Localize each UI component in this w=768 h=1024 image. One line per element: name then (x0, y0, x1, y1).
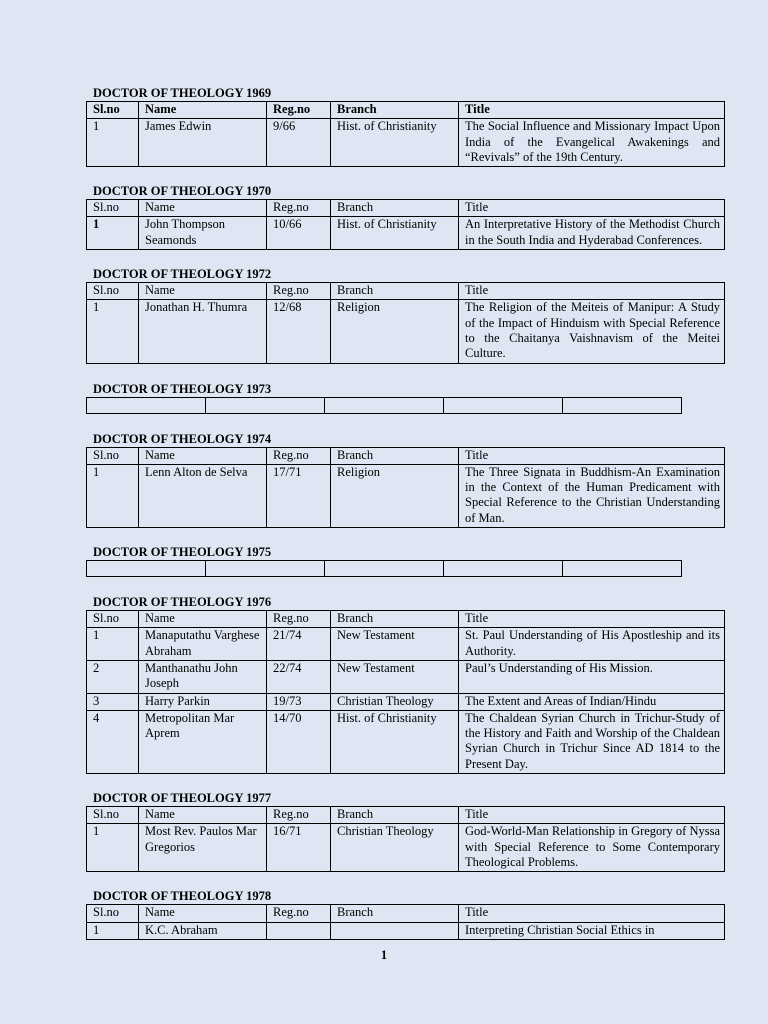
cell-branch: New Testament (331, 660, 459, 693)
section-1975 (86, 545, 726, 577)
cell-regno: 12/68 (267, 300, 331, 363)
cell-regno: 17/71 (267, 464, 331, 527)
header-name: Name (139, 807, 267, 824)
cell-branch: Hist. of Christianity (331, 119, 459, 167)
header-regno: Reg.no (267, 102, 331, 119)
cell-regno: 16/71 (267, 824, 331, 872)
cell-slno: 3 (87, 693, 139, 710)
document-page (86, 86, 726, 940)
cell-branch (331, 922, 459, 939)
cell-slno: 1 (87, 824, 139, 872)
thesis-table (86, 282, 725, 363)
cell-slno: 1 (87, 300, 139, 363)
section-heading: DOCTOR OF THEOLOGY 1972 (93, 267, 272, 282)
cell-title: St. Paul Understanding of His Apostleship and its Authority. (459, 628, 725, 661)
empty-table (86, 560, 682, 577)
header-slno: Sl.no (87, 905, 139, 922)
cell-branch: New Testament (331, 628, 459, 661)
cell-regno: 10/66 (267, 217, 331, 250)
cell-slno: 1 (87, 464, 139, 527)
cell-title: The Religion of the Meiteis of Manipur: A Study of the Impact of Hinduism with Special Reference to the Chaitanya Vaishnavism of the Meitei Culture. (459, 300, 725, 363)
header-name: Name (139, 447, 267, 464)
table-row (87, 628, 725, 661)
table-header-row (87, 611, 725, 628)
section-heading: DOCTOR OF THEOLOGY 1974 (93, 431, 272, 446)
table-row (87, 119, 725, 167)
table-row (87, 464, 725, 527)
header-name: Name (139, 102, 267, 119)
cell-slno: 1 (87, 922, 139, 939)
header-branch: Branch (331, 102, 459, 119)
section-heading: DOCTOR OF THEOLOGY 1975 (93, 545, 272, 560)
header-regno: Reg.no (267, 447, 331, 464)
header-branch: Branch (331, 200, 459, 217)
thesis-table (86, 610, 725, 774)
cell-title: Interpreting Christian Social Ethics in (459, 922, 725, 939)
table-header-row (87, 905, 725, 922)
header-slno: Sl.no (87, 200, 139, 217)
header-title: Title (459, 102, 725, 119)
table-header-row (87, 807, 725, 824)
cell-slno: 4 (87, 710, 139, 773)
cell-title: An Interpretative History of the Methodist Church in the South India and Hyderabad Conferences. (459, 217, 725, 250)
cell-name: John Thompson Seamonds (139, 217, 267, 250)
header-name: Name (139, 905, 267, 922)
header-name: Name (139, 611, 267, 628)
section-heading: DOCTOR OF THEOLOGY 1977 (93, 791, 272, 806)
section-1976 (86, 595, 726, 774)
cell-regno: 22/74 (267, 660, 331, 693)
cell-slno: 1 (87, 119, 139, 167)
header-regno: Reg.no (267, 905, 331, 922)
empty-cell (444, 561, 563, 577)
thesis-table (86, 199, 725, 250)
cell-name: Most Rev. Paulos Mar Gregorios (139, 824, 267, 872)
cell-name: K.C. Abraham (139, 922, 267, 939)
empty-cell (206, 561, 325, 577)
empty-cell (563, 561, 682, 577)
empty-row (87, 561, 682, 577)
cell-regno (267, 922, 331, 939)
section-1978 (86, 889, 726, 940)
header-slno: Sl.no (87, 102, 139, 119)
cell-name: Harry Parkin (139, 693, 267, 710)
table-row (87, 710, 725, 773)
thesis-table (86, 447, 725, 528)
cell-title: The Chaldean Syrian Church in Trichur-Study of the History and Faith and Worship of the Chaldean Syrian Church in Trichur Since AD 1814 to the Present Day. (459, 710, 725, 773)
cell-regno: 9/66 (267, 119, 331, 167)
section-1969 (86, 86, 726, 167)
header-slno: Sl.no (87, 611, 139, 628)
table-row (87, 824, 725, 872)
cell-slno: 1 (87, 628, 139, 661)
cell-branch: Religion (331, 464, 459, 527)
cell-name: Jonathan H. Thumra (139, 300, 267, 363)
header-title: Title (459, 611, 725, 628)
cell-title: The Three Signata in Buddhism-An Examination in the Context of the Human Predicament with Special Reference to the Christian Understanding of Man. (459, 464, 725, 527)
section-heading: DOCTOR OF THEOLOGY 1978 (93, 889, 272, 904)
cell-title: The Social Influence and Missionary Impact Upon India of the Evangelical Awakenings and “Revivals” of the 19th Century. (459, 119, 725, 167)
section-heading: DOCTOR OF THEOLOGY 1976 (93, 595, 272, 610)
section-1970 (86, 184, 726, 250)
header-branch: Branch (331, 611, 459, 628)
cell-title: The Extent and Areas of Indian/Hindu (459, 693, 725, 710)
table-header-row (87, 102, 725, 119)
cell-regno: 19/73 (267, 693, 331, 710)
header-slno: Sl.no (87, 447, 139, 464)
empty-cell (87, 561, 206, 577)
cell-name: Manthanathu John Joseph (139, 660, 267, 693)
cell-branch: Hist. of Christianity (331, 217, 459, 250)
table-header-row (87, 200, 725, 217)
empty-row (87, 397, 682, 413)
cell-title: Paul’s Understanding of His Mission. (459, 660, 725, 693)
cell-branch: Christian Theology (331, 693, 459, 710)
header-branch: Branch (331, 905, 459, 922)
header-title: Title (459, 447, 725, 464)
section-heading: DOCTOR OF THEOLOGY 1970 (93, 184, 272, 199)
header-name: Name (139, 200, 267, 217)
empty-cell (325, 397, 444, 413)
header-branch: Branch (331, 807, 459, 824)
cell-slno: 1 (87, 217, 139, 250)
table-row (87, 660, 725, 693)
header-title: Title (459, 905, 725, 922)
header-regno: Reg.no (267, 807, 331, 824)
empty-cell (444, 397, 563, 413)
section-1973 (86, 382, 726, 414)
header-regno: Reg.no (267, 200, 331, 217)
cell-regno: 14/70 (267, 710, 331, 773)
header-title: Title (459, 283, 725, 300)
section-1972 (86, 267, 726, 363)
cell-branch: Hist. of Christianity (331, 710, 459, 773)
header-title: Title (459, 807, 725, 824)
cell-name: James Edwin (139, 119, 267, 167)
thesis-table (86, 806, 725, 872)
section-heading: DOCTOR OF THEOLOGY 1973 (93, 381, 272, 396)
header-regno: Reg.no (267, 611, 331, 628)
empty-table (86, 397, 682, 414)
cell-branch: Christian Theology (331, 824, 459, 872)
header-slno: Sl.no (87, 807, 139, 824)
section-heading: DOCTOR OF THEOLOGY 1969 (93, 86, 272, 100)
section-1977 (86, 791, 726, 872)
cell-name: Metropolitan Mar Aprem (139, 710, 267, 773)
cell-name: Lenn Alton de Selva (139, 464, 267, 527)
table-row (87, 217, 725, 250)
empty-cell (325, 561, 444, 577)
header-branch: Branch (331, 447, 459, 464)
header-branch: Branch (331, 283, 459, 300)
header-title: Title (459, 200, 725, 217)
header-regno: Reg.no (267, 283, 331, 300)
empty-cell (206, 397, 325, 413)
cell-branch: Religion (331, 300, 459, 363)
header-name: Name (139, 283, 267, 300)
table-header-row (87, 447, 725, 464)
thesis-table (86, 904, 725, 940)
thesis-table (86, 101, 725, 167)
empty-cell (87, 397, 206, 413)
empty-cell (563, 397, 682, 413)
section-1974 (86, 432, 726, 528)
table-row (87, 693, 725, 710)
page-number: 1 (380, 948, 388, 962)
table-row (87, 922, 725, 939)
table-header-row (87, 283, 725, 300)
table-row (87, 300, 725, 363)
cell-title: God-World-Man Relationship in Gregory of Nyssa with Special Reference to Some Contemporary Theological Problems. (459, 824, 725, 872)
cell-slno: 2 (87, 660, 139, 693)
cell-name: Manaputathu Varghese Abraham (139, 628, 267, 661)
header-slno: Sl.no (87, 283, 139, 300)
cell-regno: 21/74 (267, 628, 331, 661)
